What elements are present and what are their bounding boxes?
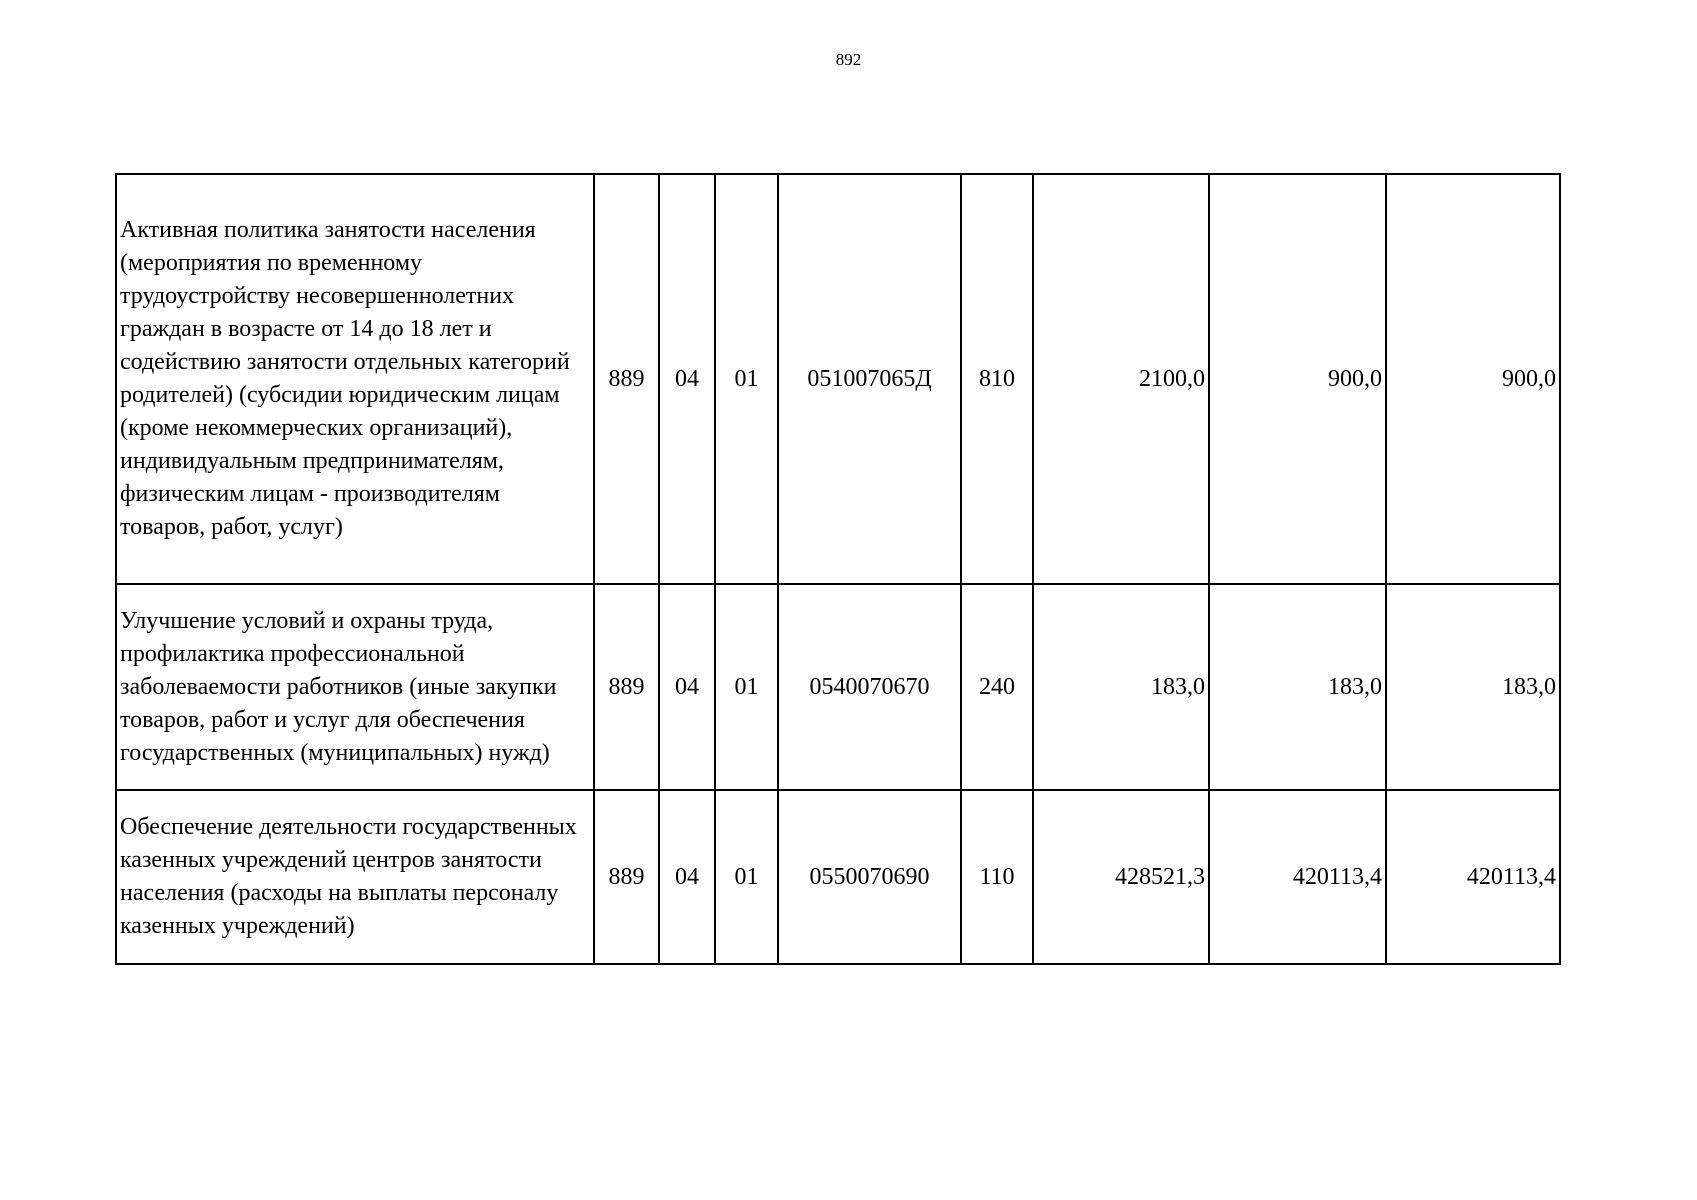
- table-row: [116, 584, 1560, 790]
- expense-type-code: 110: [961, 790, 1033, 964]
- sum-1: 183,0: [1033, 584, 1209, 790]
- target-article-code: 051007065Д: [778, 174, 961, 584]
- budget-table: [115, 173, 1561, 965]
- ministry-code: 889: [594, 790, 659, 964]
- sum-2: 183,0: [1209, 584, 1386, 790]
- sum-1: 2100,0: [1033, 174, 1209, 584]
- expense-type-code: 810: [961, 174, 1033, 584]
- ministry-code: 889: [594, 584, 659, 790]
- target-article-code: 0540070670: [778, 584, 961, 790]
- sum-1: 428521,3: [1033, 790, 1209, 964]
- sum-3: 900,0: [1386, 174, 1560, 584]
- section-code: 04: [659, 790, 715, 964]
- section-code: 04: [659, 174, 715, 584]
- expense-type-code: 240: [961, 584, 1033, 790]
- row-description: Активная политика занятости населения (мероприятия по временному трудоустройству несовершеннолетних граждан в возрасте от 14 до 18 лет и содействию занятости отдельных категорий родителей) (субсидии юридическим лицам (кроме некоммерческих организаций), индивидуальным предпринимателям, физическим лицам - производителям товаров, работ, услуг): [116, 174, 594, 584]
- target-article-code: 0550070690: [778, 790, 961, 964]
- subsection-code: 01: [715, 174, 778, 584]
- ministry-code: 889: [594, 174, 659, 584]
- section-code: 04: [659, 584, 715, 790]
- table-row: [116, 174, 1560, 584]
- row-description: Улучшение условий и охраны труда, профилактика профессиональной заболеваемости работников (иные закупки товаров, работ и услуг для обеспечения государственных (муниципальных) нужд): [116, 584, 594, 790]
- sum-3: 420113,4: [1386, 790, 1560, 964]
- subsection-code: 01: [715, 790, 778, 964]
- page-number: 892: [835, 50, 862, 69]
- sum-3: 183,0: [1386, 584, 1560, 790]
- row-description: Обеспечение деятельности государственных казенных учреждений центров занятости населения (расходы на выплаты персоналу казенных учреждений): [116, 790, 594, 964]
- subsection-code: 01: [715, 584, 778, 790]
- table-row: [116, 790, 1560, 964]
- sum-2: 420113,4: [1209, 790, 1386, 964]
- sum-2: 900,0: [1209, 174, 1386, 584]
